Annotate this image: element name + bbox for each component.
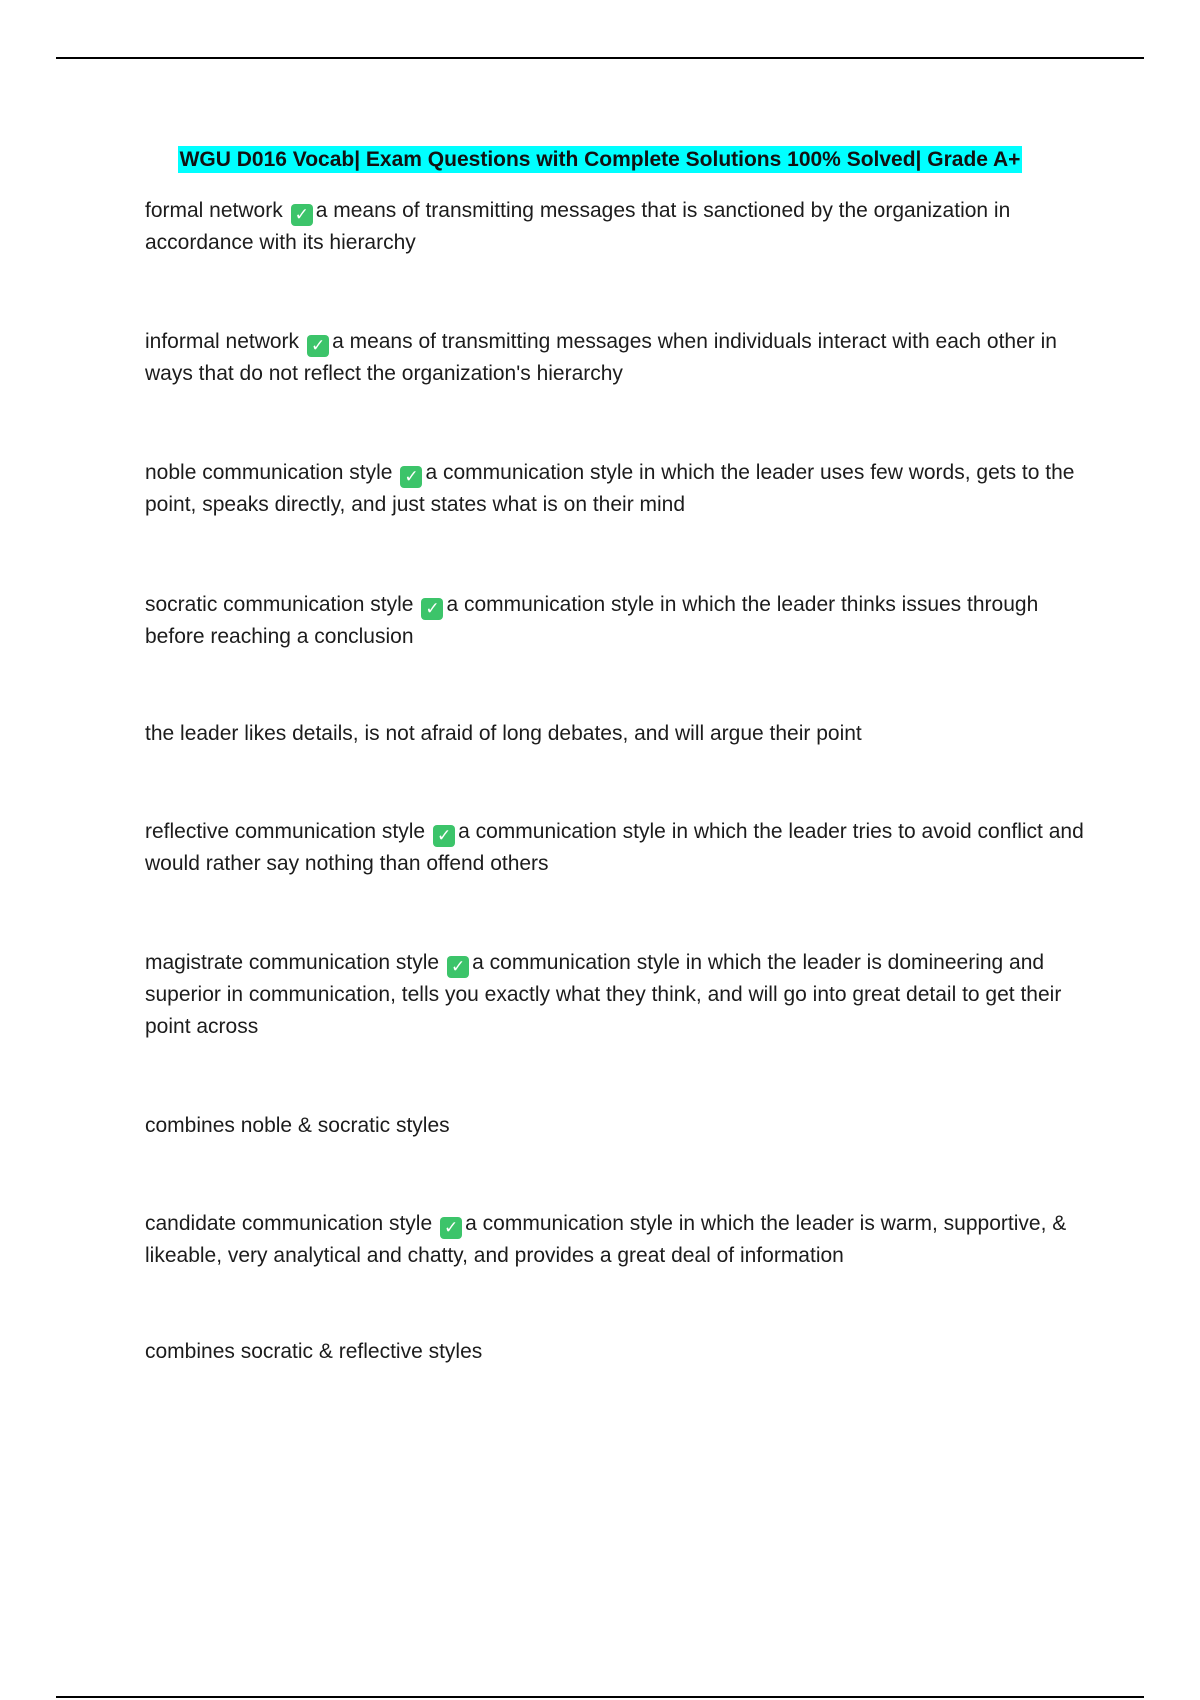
vocab-term: magistrate communication style (145, 951, 440, 974)
vocab-entry (145, 195, 1100, 259)
vocab-definition: a means of transmitting messages that is sanctioned by the organization in accordance with its hierarchy (145, 199, 1011, 254)
vocab-note-text: combines noble & socratic styles (145, 1114, 450, 1137)
green-checkmark-icon: ✓ (307, 335, 329, 357)
vocab-term: socratic communication style (145, 593, 414, 616)
vocab-definition: a communication style in which the leader tries to avoid conflict and would rather say nothing than offend others (145, 820, 1084, 875)
vocab-term: candidate communication style (145, 1212, 433, 1235)
vocab-entry (145, 816, 1100, 880)
vocab-definition: a means of transmitting messages when individuals interact with each other in ways that do not reflect the organization's hierarchy (145, 330, 1057, 385)
footer-rule (56, 1696, 1144, 1698)
vocab-entry (145, 457, 1100, 521)
vocab-entry (145, 1208, 1100, 1272)
vocab-note (145, 718, 1100, 750)
vocab-definition: a communication style in which the leader is warm, supportive, & likeable, very analytical and chatty, and provides a great deal of information (145, 1212, 1067, 1267)
vocab-term: formal network (145, 199, 283, 222)
green-checkmark-icon: ✓ (447, 956, 469, 978)
vocab-entry (145, 947, 1100, 1043)
green-checkmark-icon: ✓ (440, 1217, 462, 1239)
green-checkmark-icon: ✓ (421, 598, 443, 620)
vocab-definition: a communication style in which the leader thinks issues through before reaching a conclusion (145, 593, 1039, 648)
vocab-entry (145, 589, 1100, 653)
header-rule (56, 57, 1144, 59)
vocab-term: informal network (145, 330, 300, 353)
vocab-definition: a communication style in which the leader uses few words, gets to the point, speaks directly, and just states what is on their mind (145, 461, 1075, 516)
green-checkmark-icon: ✓ (400, 466, 422, 488)
vocab-term: reflective communication style (145, 820, 426, 843)
vocab-note-text: the leader likes details, is not afraid of long debates, and will argue their point (145, 722, 862, 745)
vocab-entry (145, 326, 1100, 390)
vocab-definition: a communication style in which the leader is domineering and superior in communication, tells you exactly what they think, and will go into great detail to get their point across (145, 951, 1062, 1038)
vocab-note (145, 1110, 1100, 1142)
document-header (0, 146, 1200, 173)
vocab-term: noble communication style (145, 461, 393, 484)
document-title: WGU D016 Vocab| Exam Questions with Complete Solutions 100% Solved| Grade A+ (179, 148, 1021, 171)
green-checkmark-icon: ✓ (291, 204, 313, 226)
green-checkmark-icon: ✓ (433, 825, 455, 847)
vocab-note-text: combines socratic & reflective styles (145, 1340, 483, 1363)
vocab-note (145, 1336, 1100, 1368)
